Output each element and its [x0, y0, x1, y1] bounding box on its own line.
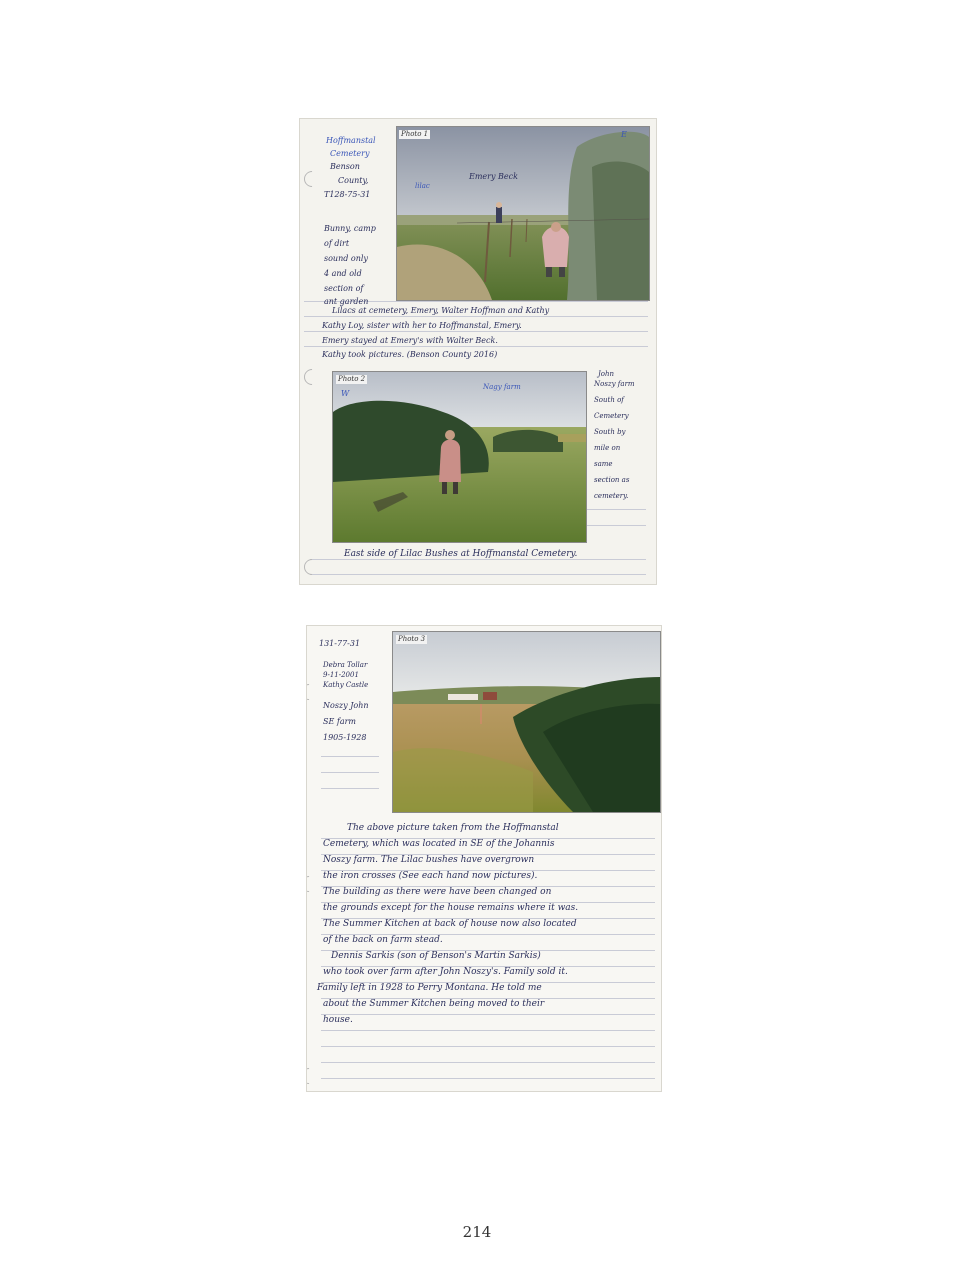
note-line: Kathy took pictures. (Benson County 2016)	[322, 350, 498, 359]
note-line: SE farm	[323, 717, 357, 726]
note-line: County,	[338, 176, 369, 185]
punch-hole	[301, 168, 324, 191]
note-line: Kathy Loy, sister with her to Hoffmanstal, Emery.	[322, 321, 522, 330]
note-line: section of	[324, 284, 364, 293]
cemetery-photo-1	[396, 126, 650, 301]
note-line: mile on	[594, 444, 621, 452]
photo-stamp: Photo 1	[401, 130, 429, 138]
farm-photo	[392, 631, 661, 813]
top-scrapbook-page	[299, 118, 657, 585]
note-line: 1905-1928	[323, 733, 367, 742]
note-line: Benson	[330, 162, 360, 171]
note-line: South of	[594, 396, 624, 404]
page-number: 214	[462, 1223, 492, 1241]
direction-arrow: E	[621, 130, 627, 139]
photo-stamp: Photo 2	[338, 375, 366, 383]
note-line: The building as there were have been changed on	[323, 887, 552, 897]
note-line: 9-11-2001	[323, 671, 359, 679]
note-line: cemetery.	[594, 492, 629, 500]
note-line: 131-77-31	[319, 639, 361, 648]
note-line: 4 and old	[324, 269, 362, 278]
note-line: John	[598, 370, 615, 378]
photo-stamp: Photo 3	[398, 635, 426, 643]
note-line: Kathy Castle	[323, 681, 369, 689]
cemetery-photo-2	[332, 371, 587, 543]
photo-caption: East side of Lilac Bushes at Hoffmanstal Cemetery.	[344, 549, 578, 559]
note-line: The above picture taken from the Hoffmanstal	[347, 823, 559, 833]
note-line: Cemetery	[594, 412, 629, 420]
note-line: ant garden	[324, 297, 369, 306]
note-line: Noszy John	[323, 701, 369, 710]
punch-hole	[306, 1065, 320, 1088]
note-line: Hoffmanstal	[326, 136, 376, 145]
note-line: Emery stayed at Emery's with Walter Beck.	[322, 336, 498, 345]
punch-hole	[306, 873, 320, 896]
note-line: of the back on farm stead.	[323, 935, 443, 945]
photo-label: Emery Beck	[469, 172, 518, 181]
note-line: of dirt	[324, 239, 350, 248]
note-line: Bunny, camp	[324, 224, 376, 233]
photo-label: lilac	[415, 182, 430, 190]
direction-arrow: W	[341, 389, 350, 398]
note-line: Debra Tollar	[323, 661, 368, 669]
note-line: Cemetery, which was located in SE of the Johannis	[323, 839, 555, 849]
note-line: the grounds except for the house remains where it was.	[323, 903, 579, 913]
note-line: same	[594, 460, 613, 468]
punch-hole	[301, 366, 324, 389]
note-line: Cemetery	[330, 149, 370, 158]
note-line: The Summer Kitchen at back of house now also located	[323, 919, 577, 929]
note-line: Family left in 1928 to Perry Montana. He told me	[317, 983, 542, 993]
note-line: the iron crosses (See each hand now pictures).	[323, 871, 538, 881]
note-line: Noszy farm. The Lilac bushes have overgrown	[323, 855, 535, 865]
punch-hole	[306, 681, 320, 704]
note-line: who took over farm after John Noszy's. Family sold it.	[323, 967, 568, 977]
note-line: Dennis Sarkis (son of Benson's Martin Sarkis)	[331, 951, 541, 961]
note-line: about the Summer Kitchen being moved to their	[323, 999, 545, 1009]
bottom-scrapbook-page	[306, 625, 662, 1092]
photo-label: Nagy farm	[483, 383, 521, 391]
note-line: house.	[323, 1015, 353, 1025]
note-line: section as	[594, 476, 630, 484]
note-line: South by	[594, 428, 626, 436]
note-line: T128-75-31	[324, 190, 371, 199]
note-line: Noszy farm	[594, 380, 635, 388]
note-line: sound only	[324, 254, 368, 263]
note-line: Lilacs at cemetery, Emery, Walter Hoffman and Kathy	[332, 306, 550, 315]
